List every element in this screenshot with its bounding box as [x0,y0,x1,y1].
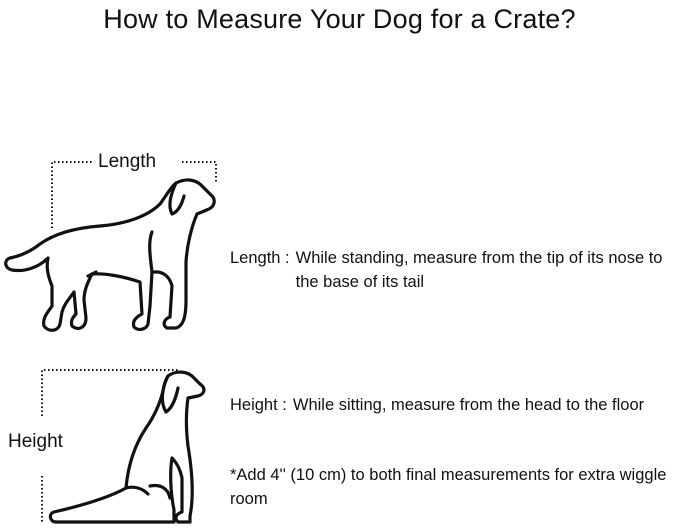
length-term: Length : [230,249,290,267]
length-diagram-label: Length [98,151,157,172]
height-description: While sitting, measure from the head to the floor [292,396,645,414]
extra-room-note: *Add 4'' (10 cm) to both final measurements for extra wiggle room [230,466,667,508]
height-description-block [230,393,670,417]
height-diagram-label: Height [8,431,63,452]
standing-dog-icon [6,180,214,330]
length-description-block [230,246,670,294]
sitting-dog-icon [50,372,204,522]
page-title: How to Measure Your Dog for a Crate? [103,4,576,34]
length-description: While standing, measure from the tip of its nose to the base of its tail [295,249,663,291]
height-term: Height : [230,396,287,414]
